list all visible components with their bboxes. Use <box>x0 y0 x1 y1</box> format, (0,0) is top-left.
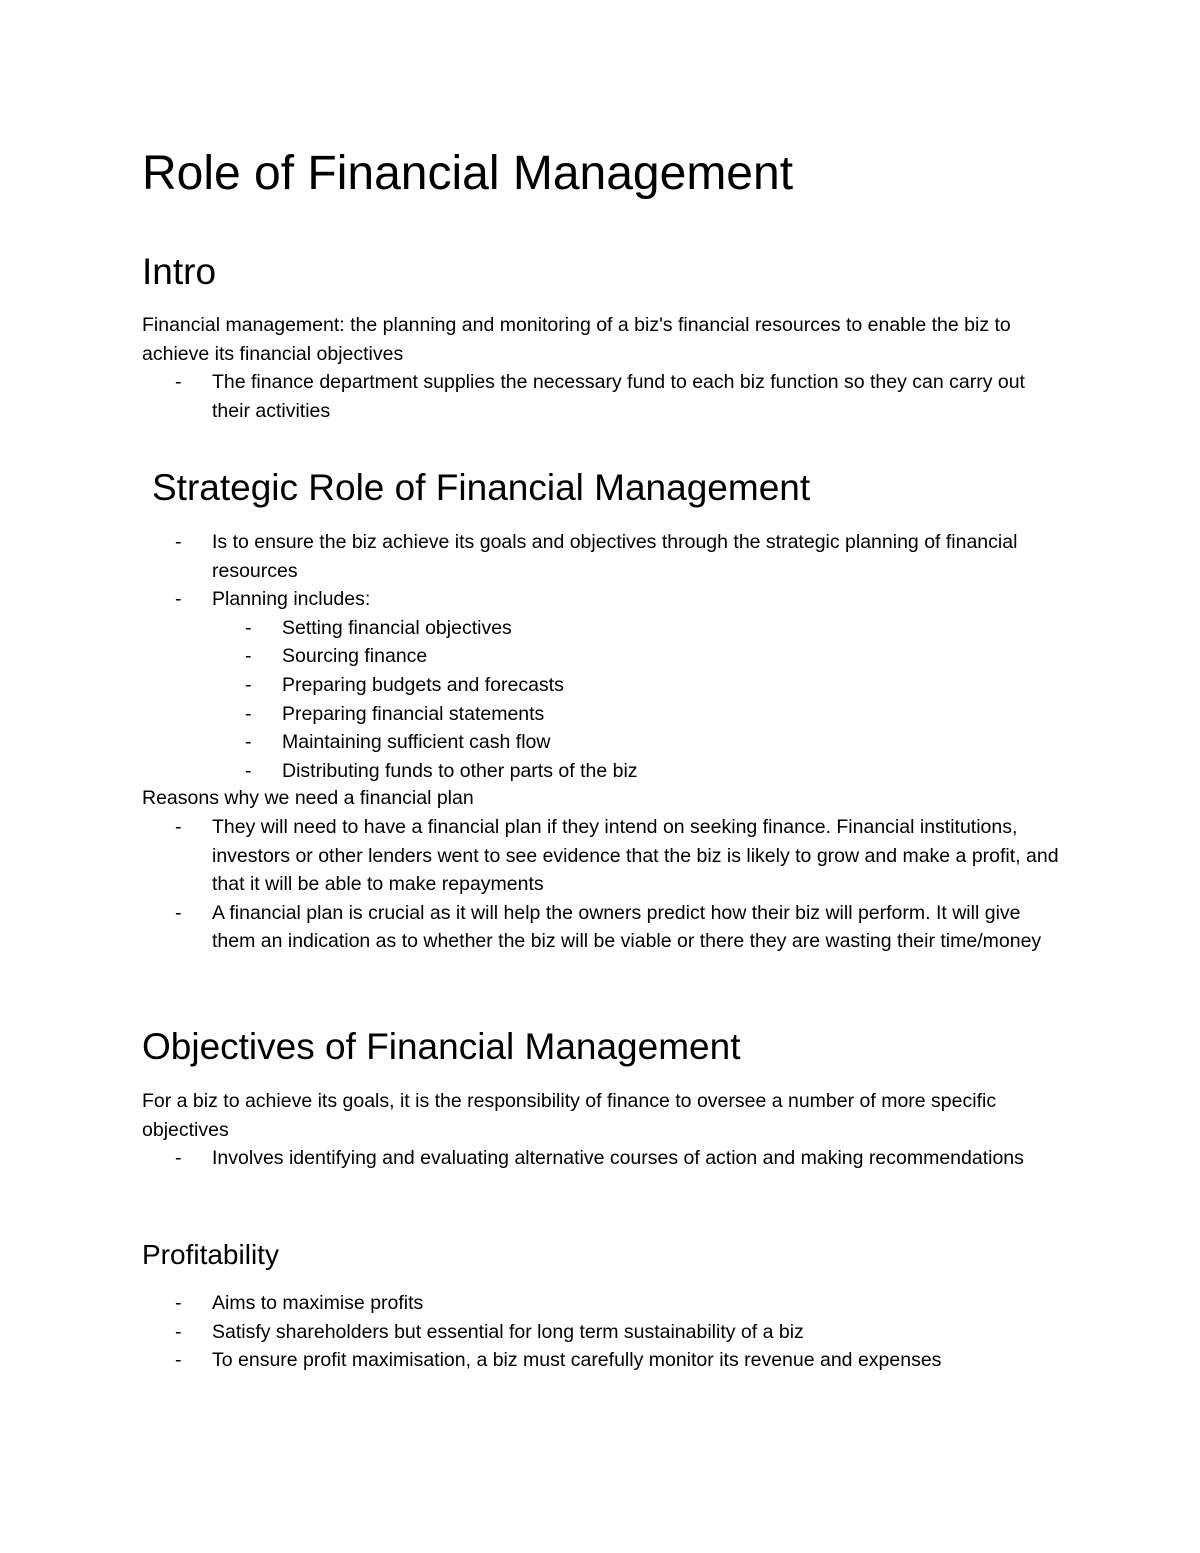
bullet-dash: - <box>175 531 182 553</box>
list-item <box>142 585 1062 614</box>
list-item <box>142 899 1062 956</box>
objectives-paragraph: For a biz to achieve its goals, it is the responsibility of finance to oversee a number of more specific objectives <box>142 1090 997 1141</box>
list-item-text: Distributing funds to other parts of the biz <box>282 759 638 782</box>
strategic-heading: Strategic Role of Financial Management <box>152 467 811 508</box>
bullet-dash: - <box>175 371 182 393</box>
intro-bullet-list <box>142 368 1062 425</box>
list-item-text: Maintaining sufficient cash flow <box>282 731 551 754</box>
list-item <box>142 1318 1062 1347</box>
bullet-dash: - <box>245 645 252 668</box>
profitability-bullet-list <box>142 1289 1062 1375</box>
bullet-dash: - <box>175 901 182 924</box>
profitability-heading: Profitability <box>142 1239 279 1270</box>
objectives-bullet-list <box>142 1144 1062 1173</box>
list-item-text: Preparing financial statements <box>282 702 545 725</box>
list-item <box>142 614 1062 643</box>
list-item-text: Is to ensure the biz achieve its goals and objectives through the strategic planning of financial resources <box>212 531 1018 582</box>
list-item-text: A financial plan is crucial as it will help the owners predict how their biz will perform. It will give them an indication as to whether the biz will be viable or there they are wasting their time/money <box>212 901 1042 953</box>
bullet-dash: - <box>175 1292 182 1314</box>
list-item-text: Planning includes: <box>212 588 371 611</box>
list-item <box>142 728 1062 757</box>
document-title: Role of Financial Management <box>142 147 794 200</box>
bullet-dash: - <box>245 673 252 696</box>
intro-heading: Intro <box>142 251 217 292</box>
list-item-text: Sourcing finance <box>282 645 428 668</box>
bullet-dash: - <box>245 616 252 639</box>
bullet-dash: - <box>175 816 182 838</box>
bullet-dash: - <box>175 1147 182 1169</box>
objectives-heading: Objectives of Financial Management <box>142 1026 741 1067</box>
list-item <box>142 700 1062 729</box>
list-item <box>142 757 1062 786</box>
list-item-text: Preparing budgets and forecasts <box>282 673 564 696</box>
list-item-text: Involves identifying and evaluating alternative courses of action and making recommendations <box>212 1147 1024 1169</box>
bullet-dash: - <box>245 731 252 754</box>
list-item <box>142 813 1062 899</box>
list-item <box>142 528 1062 585</box>
list-item <box>142 1346 1062 1375</box>
reasons-bullet-list <box>142 813 1062 956</box>
list-item <box>142 368 1062 425</box>
list-item-text: They will need to have a financial plan if they intend on seeking finance. Financial institutions, investors or other lenders went to see evidence that the biz is likely to grow and make a profit, and that it will be able to make repayments <box>212 816 1059 896</box>
list-item <box>142 1144 1062 1173</box>
list-item <box>142 642 1062 671</box>
bullet-dash: - <box>245 702 252 725</box>
list-item <box>142 1289 1062 1318</box>
bullet-dash: - <box>245 759 252 782</box>
list-item-text: Aims to maximise profits <box>212 1292 424 1314</box>
bullet-dash: - <box>175 1349 182 1372</box>
list-item-text: Satisfy shareholders but essential for long term sustainability of a biz <box>212 1320 804 1343</box>
list-item-text: The finance department supplies the necessary fund to each biz function so they can carry out their activities <box>212 371 1025 422</box>
strategic-bullet-list <box>142 528 1062 785</box>
reasons-label: Reasons why we need a financial plan <box>142 787 474 809</box>
list-item <box>142 671 1062 700</box>
bullet-dash: - <box>175 1320 182 1343</box>
intro-paragraph: Financial management: the planning and monitoring of a biz's financial resources to enable the biz to achieve its financial objectives <box>142 314 1011 365</box>
list-item-text: To ensure profit maximisation, a biz must carefully monitor its revenue and expenses <box>212 1349 942 1372</box>
bullet-dash: - <box>175 588 182 611</box>
list-item-text: Setting financial objectives <box>282 616 512 639</box>
